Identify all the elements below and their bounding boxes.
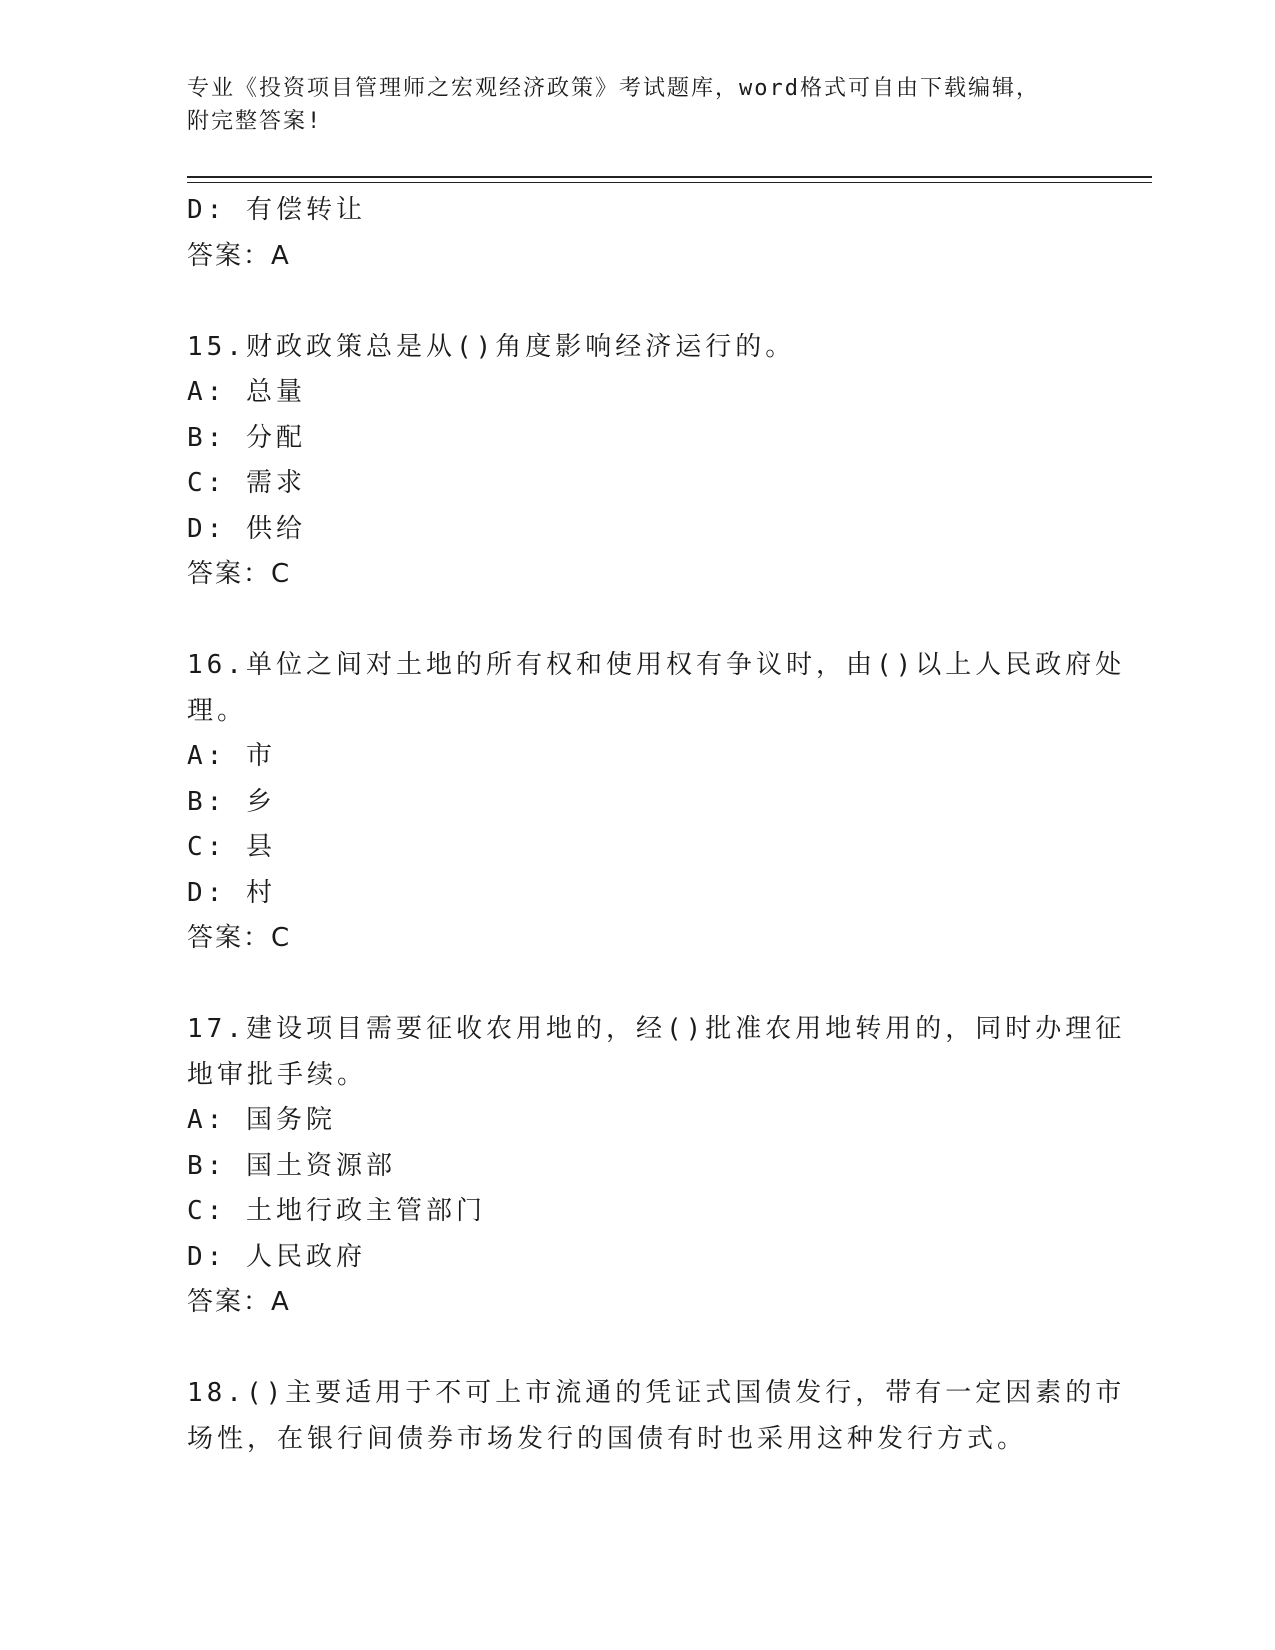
question-text-line-2: 场性，在银行间债券市场发行的国债有时也采用这种发行方式。 <box>187 1423 1028 1454</box>
option-c: C: 县 <box>187 832 276 862</box>
option-b: B: 分配 <box>187 422 306 453</box>
question-text-line-1: 17.建设项目需要征收农用地的，经()批准农用地转用的，同时办理征 <box>187 1014 1126 1044</box>
spacer <box>187 279 1087 325</box>
option-a: A: 国务院 <box>187 1105 336 1135</box>
answer-line: 答案：C <box>187 559 292 589</box>
option-d: D: 村 <box>187 877 276 908</box>
spacer <box>187 598 1087 644</box>
header-line-2: 附完整答案! <box>187 109 323 134</box>
option-a: A: 市 <box>187 741 276 771</box>
answer-line: 答案：A <box>187 1287 291 1317</box>
option-d: D: 人民政府 <box>187 1241 366 1272</box>
question-text: 15.财政政策总是从()角度影响经济运行的。 <box>187 331 796 362</box>
question-list <box>187 188 1126 1462</box>
question-text-line-2: 地审批手续。 <box>187 1059 368 1090</box>
header-line-1: 专业《投资项目管理师之宏观经济政策》考试题库，word格式可自由下载编辑， <box>187 76 1040 101</box>
header-divider-thick <box>187 176 1152 178</box>
question-16 <box>187 643 1126 962</box>
answer-line: 答案：A <box>187 240 291 271</box>
spacer <box>187 962 1087 1008</box>
option-d: D: 有偿转让 <box>187 195 366 225</box>
question-text-line-1: 18.()主要适用于不可上市流通的凭证式国债发行，带有一定因素的市 <box>187 1378 1126 1408</box>
document-header <box>187 72 1067 138</box>
answer-line: 答案：C <box>187 923 292 953</box>
option-a: A: 总量 <box>187 377 306 407</box>
option-d: D: 供给 <box>187 513 306 544</box>
option-b: B: 乡 <box>187 786 276 817</box>
question-text-line-1: 16.单位之间对土地的所有权和使用权有争议时，由()以上人民政府处 <box>187 650 1126 680</box>
option-c: C: 需求 <box>187 468 306 498</box>
question-14-tail <box>187 188 1087 279</box>
question-text-line-2: 理。 <box>187 695 248 726</box>
option-c: C: 土地行政主管部门 <box>187 1196 486 1226</box>
header-divider-thin <box>187 182 1152 183</box>
spacer <box>187 1326 1087 1372</box>
question-15 <box>187 325 1087 598</box>
question-17 <box>187 1007 1126 1326</box>
question-18 <box>187 1371 1126 1462</box>
option-b: B: 国土资源部 <box>187 1150 396 1181</box>
